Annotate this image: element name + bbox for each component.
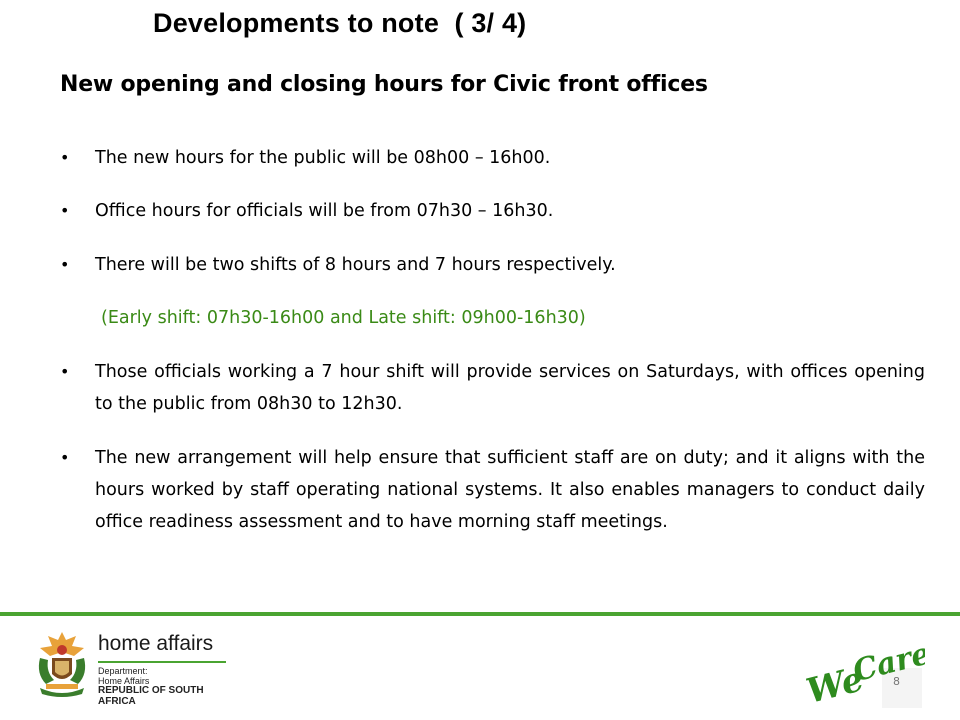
bullet-text: There will be two shifts of 8 hours and 7 hours respectively. bbox=[95, 255, 616, 275]
bullet-icon: • bbox=[60, 201, 70, 220]
bullet-icon: • bbox=[60, 448, 70, 467]
bullet-item bbox=[60, 442, 925, 538]
dept-line: Home Affairs bbox=[98, 676, 150, 686]
dept-name: home affairs bbox=[98, 632, 214, 655]
svg-text:Care!: Care! bbox=[849, 633, 925, 690]
footer-divider bbox=[0, 612, 960, 616]
dept-rule bbox=[98, 661, 226, 663]
bullet-icon: • bbox=[60, 362, 70, 381]
bullet-text: The new hours for the public will be 08h00 – 16h00. bbox=[95, 148, 551, 168]
bullet-text: Those officials working a 7 hour shift will provide services on Saturdays, with offices opening to the public from 08h30 to 12h30. bbox=[95, 362, 925, 414]
coat-of-arms-icon bbox=[32, 628, 92, 698]
bullet-list bbox=[60, 142, 925, 538]
bullet-item bbox=[60, 249, 925, 281]
bullet-item bbox=[60, 195, 925, 227]
we-care-logo bbox=[795, 628, 925, 708]
svg-text:We: We bbox=[802, 659, 868, 708]
shift-note: (Early shift: 07h30-16h00 and Late shift: 09h00-16h30) bbox=[101, 308, 586, 328]
home-affairs-logo bbox=[32, 628, 242, 707]
republic-label: REPUBLIC OF SOUTH AFRICA bbox=[98, 685, 204, 707]
bullet-icon: • bbox=[60, 148, 70, 167]
we-care-icon bbox=[795, 628, 925, 708]
bullet-item bbox=[60, 356, 925, 420]
bullet-icon: • bbox=[60, 255, 70, 274]
slide-subtitle: New opening and closing hours for Civic front offices bbox=[60, 72, 708, 97]
slide-title: Developments to note ( 3/ 4) bbox=[153, 8, 527, 38]
page-number: 8 bbox=[893, 675, 900, 688]
bullet-text: The new arrangement will help ensure that sufficient staff are on duty; and it aligns with the hours worked by staff operating national systems. It also enables managers to conduct daily office readiness assessment and to have morning staff meetings. bbox=[95, 448, 925, 532]
bullet-text: Office hours for officials will be from 07h30 – 16h30. bbox=[95, 201, 554, 221]
dept-line: Department: bbox=[98, 666, 148, 676]
bullet-item bbox=[60, 142, 925, 174]
